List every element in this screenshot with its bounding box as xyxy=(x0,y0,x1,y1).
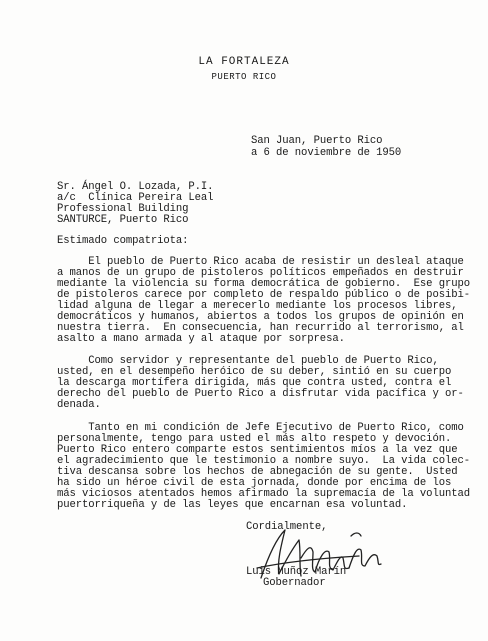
body-line: derecho del pueblo de Puerto Rico a disfrutar vida pacífica y or- xyxy=(57,388,464,400)
body-line: ha sido un héroe civil de esta jornada, donde por encima de los xyxy=(57,477,452,489)
recipient-line: Sr. Ángel O. Lozada, P.I. xyxy=(57,181,214,193)
body-line: nuestra tierra. En consecuencia, han recurrido al terrorismo, al xyxy=(57,322,464,334)
signer-name: Luis Muñoz Marín xyxy=(246,566,347,578)
body-line: lidad alguna de llegar a merecerlo mediante los procesos libres, xyxy=(57,300,458,312)
body-line: a manos de un grupo de pistoleros políticos empeñados en destruir xyxy=(57,267,464,279)
body-line: de pistoleros carece por completo de respaldo público o de posibi- xyxy=(57,289,470,301)
closing: Cordialmente, xyxy=(246,521,328,533)
signer-title: Gobernador xyxy=(263,577,326,589)
body-line: tiva descansa sobre los hechos de abnegación de su gente. Usted xyxy=(57,466,458,478)
recipient-line: SANTURCE, Puerto Rico xyxy=(57,214,189,226)
body-line: asalto a mano armada y al ataque por sorpresa. xyxy=(57,333,345,345)
body-line: Tanto en mi condición de Jefe Ejecutivo de Puerto Rico, como xyxy=(57,422,464,434)
body-line: Como servidor y representante del pueblo de Puerto Rico, xyxy=(57,355,439,367)
recipient-line: a/c Clínica Pereira Leal xyxy=(57,192,214,204)
body-line: puertorriqueña y de las leyes que encarnan esa voluntad. xyxy=(57,499,408,511)
body-line: democráticos y humanos, abiertos a todos los grupos de opinión en xyxy=(57,311,464,323)
body-line: más viciosos atentados hemos afirmado la supremacía de la voluntad xyxy=(57,488,470,500)
body-line: mediante la violencia su forma democrática de gobierno. Ese grupo xyxy=(57,278,470,290)
salutation: Estimado compatriota: xyxy=(57,235,189,247)
letterhead-title: LA FORTALEZA xyxy=(198,56,290,68)
body-line: El pueblo de Puerto Rico acaba de resistir un desleal ataque xyxy=(57,256,464,268)
body-line: el agradecimiento que le testimonio a nombre suyo. La vida colec- xyxy=(57,455,470,467)
dateline-date: a 6 de noviembre de 1950 xyxy=(251,147,402,159)
recipient-line: Professional Building xyxy=(57,203,189,215)
body-line: la descarga mortífera dirigida, más que contra usted, contra el xyxy=(57,377,452,389)
dateline-place: San Juan, Puerto Rico xyxy=(251,135,383,147)
body-line: personalmente, tengo para usted el más alto respeto y devoción. xyxy=(57,433,452,445)
body-line: Puerto Rico entero comparte estos sentimientos míos a la vez que xyxy=(57,444,458,456)
body-line: denada. xyxy=(57,399,101,411)
body-line: usted, en el desempeño heróico de su deber, sintió en su cuerpo xyxy=(57,366,452,378)
letterhead-subtitle: PUERTO RICO xyxy=(211,72,277,82)
